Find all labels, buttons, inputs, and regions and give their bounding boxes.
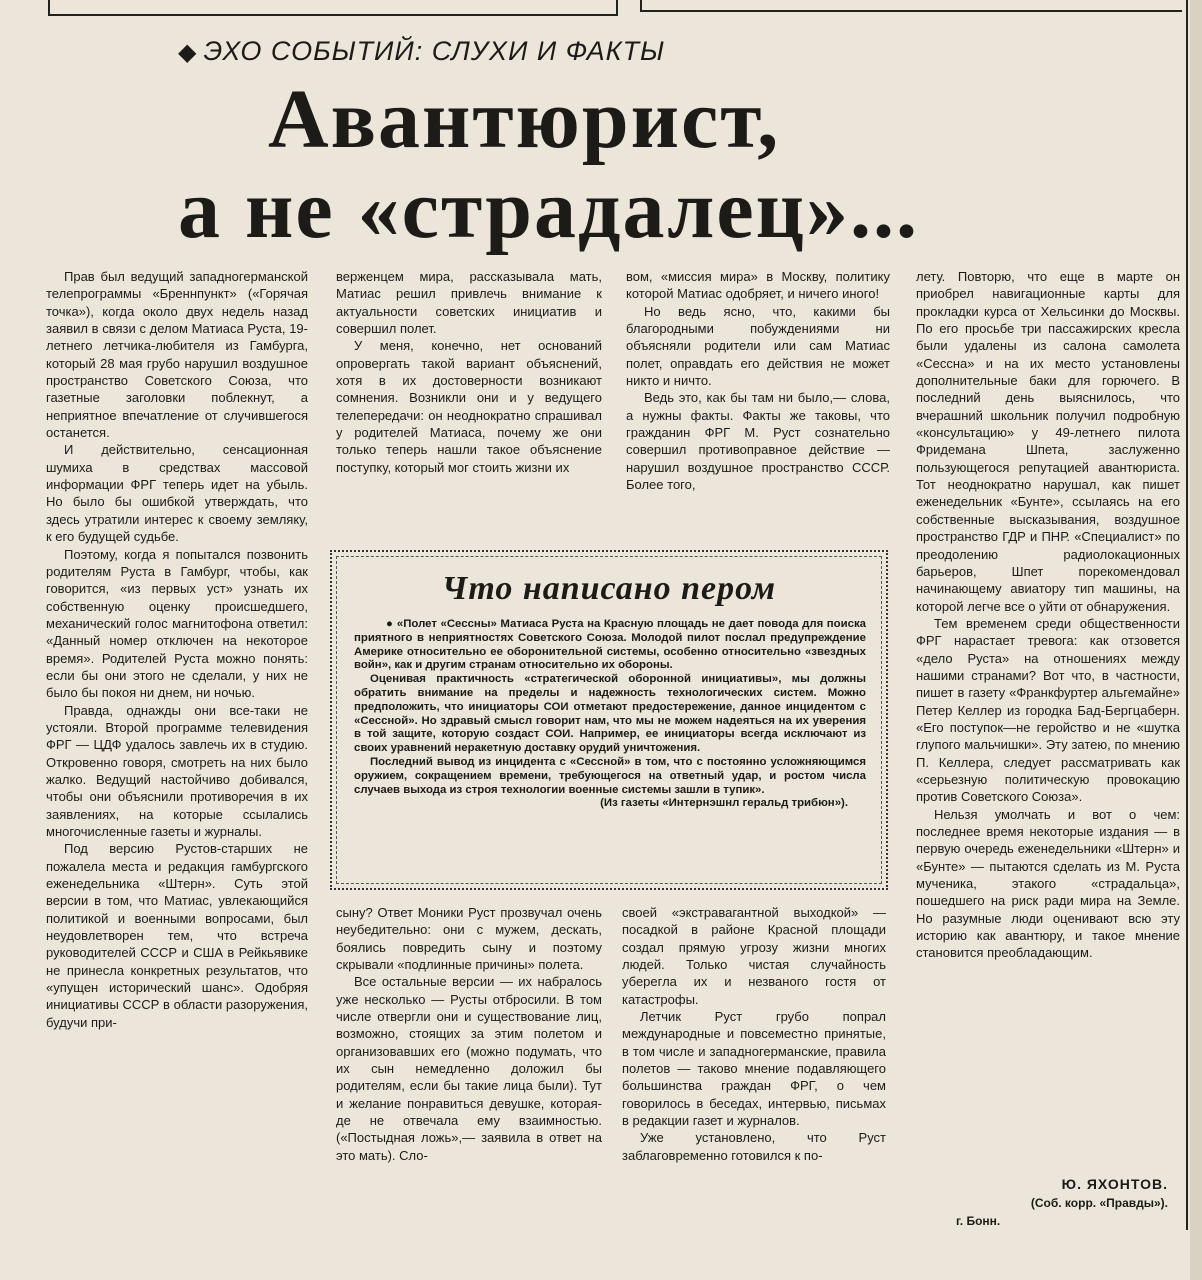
arrow-icon: ◆ — [178, 39, 198, 66]
top-frame-right — [640, 0, 1182, 12]
paragraph: Правда, однажды они все-таки не устояли. Второй программе телевидения ФРГ — ЦДФ удалось завлечь их в студию. Откровенно говоря, смотреть на них было жалко. Ведущий настойчиво добивался, чтобы они объяснили противоречия в их заявлениях, на которые ссылались многочисленные газеты и журналы. — [46, 702, 308, 839]
headline-line-1: Авантюрист, — [268, 73, 781, 166]
column-2-bottom — [336, 904, 602, 1230]
paragraph: сыну? Ответ Моники Руст прозвучал очень неубедительно: они с мужем, дескать, боялись повредить сыну и поэтому скрывали «подлинные причины» полета. — [336, 905, 602, 973]
column-1 — [46, 268, 308, 1228]
column-3-bottom — [622, 904, 886, 1230]
quote-box-text — [354, 618, 866, 811]
paragraph: И действительно, сенсационная шумиха в средствах массовой информации ФРГ теперь идет на убыль. Но было бы ошибкой утверждать, что здесь утратили интерес к своему земляку, к его будущей судьбе. — [46, 442, 308, 545]
paragraph: У меня, конечно, нет оснований опровергать такой вариант объяснений, хотя в их достоверности возникают сомнения. Возникли они и у ведущего телепередачи: он неоднократно спрашивал у родителей Матиаса, почему же они только теперь нашли такое объяснение поступку, который мог стоить жизни их — [336, 338, 602, 475]
quote-box — [330, 550, 888, 890]
paragraph: верженцем мира, рассказывала мать, Матиас решил привлечь внимание к актуальности советских инициатив и совершил полет. — [336, 269, 602, 337]
paragraph: Летчик Руст грубо попрал международные и повсеместно принятые, в том числе и западногерманские, правила полетов — таково мнение подавляющего большинства граждан ФРГ, о чем говорилось в беседах, интервью, письмах в редакции газет и журналов. — [622, 1009, 886, 1129]
section-rubric — [178, 36, 665, 67]
column-4 — [916, 268, 1180, 1178]
quote-paragraph: Оценивая практичность «стратегической оборонной инициативы», мы должны обратить внимание на пределы и надежность технологических систем. Можно предположить, что инициаторы СОИ отметают предостережение, данное инцидентом с «Сессной». Но здравый смысл говорит нам, что мы не можем надеяться на их уверения в той защите, которую создаст СОИ. Например, ее инициаторы всегда исключают из своих уравнений неракетную доставку орудий уничтожения. — [354, 673, 866, 755]
paragraph: Уже установлено, что Руст заблаговременно готовился к по- — [622, 1130, 886, 1163]
headline-line-2: а не «страдалец»... — [178, 163, 920, 256]
quote-paragraph-text: «Полет «Сессны» Матиаса Руста на Красную площадь не дает повода для поиска приятного в неприятностях Советского Союза. Молодой пилот послал предупреждение Америке относительно ее оборонительной системы, особенно относительно «звездных войн», как и другим странам относительно их обороны. — [354, 618, 866, 672]
author-signature — [916, 1174, 1168, 1230]
paragraph: Под версию Рустов-старших не пожалела места и редакция гамбургского еженедельника «Штерн». Суть этой версии в том, что Матиас, увлекающийся политикой и военными вопросами, был неудовлетворен тем, что встреча руководителей СССР и США в Рейкьявике не принесла конкретных результатов, что «упущен исторический шанс». Одобряя инициативы СССР в области разоружения, будучи при- — [46, 841, 308, 1030]
quote-paragraph — [354, 618, 866, 673]
rubric-text: ЭХО СОБЫТИЙ: СЛУХИ И ФАКТЫ — [203, 36, 665, 66]
paragraph: Тем временем среди общественности ФРГ нарастает тревога: как отзовется «дело Руста» на отношениях между нашими странами? Вот что, в частности, пишет в газету «Франкфуртер альгемайне» Петер Келлер из городка Бад-Бергцаберн. «Его поступок—не геройство и не «шутка глупого мальчишки». Эту затею, по мнению П. Келлера, следует рассматривать как «серьезную политическую провокацию против Советского Союза». — [916, 615, 1180, 805]
paragraph: Все остальные версии — их набралось уже несколько — Русты отбросили. В том числе отвергли они и существование лиц, возможно, стоящих за этим полетом и организовавших его (можно подумать, что их сын немедленно доложил бы родителям, если бы такие лица были). Тут и желание понравиться девушке, которая-де не отвечала ему взаимностью. («Постыдная ложь»,— заявила в ответ на это мать). Сло- — [336, 974, 602, 1163]
dateline-city: г. Бонн. — [956, 1214, 1001, 1228]
column-rule — [1186, 0, 1188, 1230]
quote-source: (Из газеты «Интернэшнл геральд трибюн»). — [600, 797, 848, 810]
paragraph: Поэтому, когда я попытался позвонить родителям Руста в Гамбург, чтобы, как говорится, «из первых уст» узнать их собственную оценку происшедшего, механический голос магнитофона ответил: «Данный номер отключен на некоторое время». Родителей Руста можно понять: если бы они этого не сделали, у них не было бы покоя ни днем, ни ночью. — [46, 546, 308, 701]
paragraph: Ведь это, как бы там ни было,— слова, а нужны факты. Факты же таковы, что гражданин ФРГ М. Руст сознательно совершил противоправное действие — нарушил воздушное пространство СССР. Более того, — [626, 390, 890, 493]
paragraph: вом, «миссия мира» в Москву, политику которой Матиас одобряет, и ничего иного! — [626, 269, 890, 302]
paragraph: лету. Повторю, что еще в марте он приобрел навигационные карты для прокладки курса от Хельсинки до Москвы. По его просьбе три пассажирских кресла были удалены из салона самолета «Сессна» и на их место установлены дополнительные баки для горючего. В последний день выяснилось, что вчерашний школьник получил подробную «консультацию» у 49-летнего пилота Фридемана Шпета, заслуженно пользующегося репутацией авантюриста. Тот неоднократно нарушал, как пишет еженедельник «Бунте», ссылаясь на его собственные высказывания, воздушное пространство ГДР и ПНР. «Специалист» по преодолению радиолокационных барьеров, Шпет порекомендовал начинающему авиатору тип машины, на которой легче все о уйти от обнаружения. — [916, 269, 1180, 614]
top-frame-left — [48, 0, 618, 16]
quote-paragraph: Последний вывод из инцидента с «Сессной» в том, что с постоянно усложняющимся оружием, сокращением времени, требующегося на ответный удар, и ростом числа случаев выхода из строя технологии военные системы зашли в тупик». — [354, 755, 866, 796]
quote-box-title: Что написано пером — [441, 570, 777, 607]
paragraph: Нельзя умолчать и вот о чем: последнее время некоторые издания — в первую очередь еженедельники «Штерн» и «Бунте» — пытаются сделать из М. Руста мученика, этакого «страдальца», пошедшего на риск ради мира на Земле. Но разумные люди оценивают всю эту историю как авантюру, и такое мнение становится преобладающим. — [916, 806, 1180, 961]
page-edge — [1190, 0, 1202, 1280]
author-position: (Соб. корр. «Правды»). — [1030, 1196, 1168, 1210]
paragraph: Но ведь ясно, что, какими бы благородными побуждениями ни объясняли родители или сам Матиас полет, оправдать его действия не может никто и ничто. — [626, 303, 890, 389]
paragraph: Прав был ведущий западногерманской телепрограммы «Бреннпункт» («Горячая точка»), когда около двух недель назад заявил в связи с делом Матиаса Руста, 19-летнего летчика-любителя из Гамбурга, который 28 мая грубо нарушил воздушное пространство Советского Союза, что газетные заголовки поблекнут, а неприятное впечатление от случившегося останется. — [46, 269, 308, 441]
author-name: Ю. ЯХОНТОВ. — [1061, 1176, 1168, 1192]
paragraph: своей «экстравагантной выходкой» — посадкой в районе Красной площади создал прямую угрозу жизни многих людей. Только чистая случайность уберегла их и незваного гостя от катастрофы. — [622, 905, 886, 1007]
bullet-icon: ● — [386, 618, 393, 630]
column-2-top — [336, 268, 602, 548]
column-3-top — [626, 268, 890, 548]
